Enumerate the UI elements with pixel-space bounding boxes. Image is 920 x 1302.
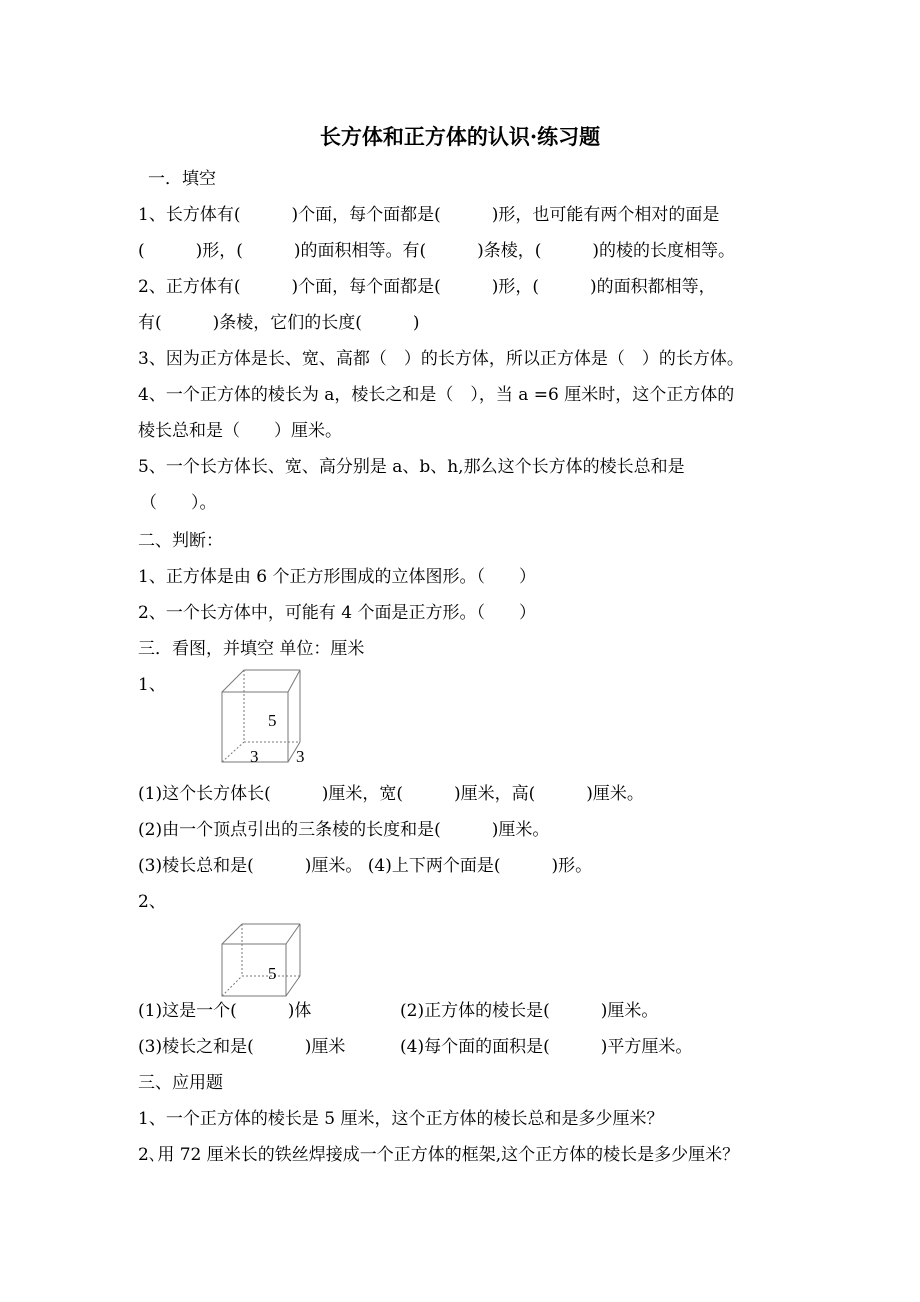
question-1-line-2: ( )形，( )的面积相等。有( )条棱，( )的棱的长度相等。 <box>138 241 736 261</box>
application-question-1: 1、一个正方体的棱长是 5 厘米，这个正方体的棱长总和是多少厘米？ <box>138 1109 664 1129</box>
cuboid-width-label: 3 <box>250 747 259 766</box>
worksheet-title: 长方体和正方体的认识·练习题 <box>319 124 601 149</box>
question-4-line-2: 棱长总和是（ ）厘米。 <box>138 421 342 441</box>
judge-question-2: 2、一个长方体中，可能有 4 个面是正方形。（ ） <box>138 603 536 623</box>
question-5-line-1: 5、一个长方体长、宽、高分别是 a、b、h,那么这个长方体的棱长总和是 <box>138 457 685 477</box>
question-4-line-1: 4、一个正方体的棱长为 a，棱长之和是（ ），当 a =6 厘米时，这个正方体的 <box>138 385 735 405</box>
judge-question-1: 1、正方体是由 6 个正方形围成的立体图形。（ ） <box>138 567 536 587</box>
figure-question-1-part-1: (1)这个长方体长( )厘米，宽( )厘米，高( )厘米。 <box>138 784 644 804</box>
figure-question-2-part-1: (1)这是一个( )体 <box>138 1001 312 1021</box>
question-2-line-1: 2、正方体有( )个面，每个面都是( )形，( )的面积都相等， <box>138 277 716 297</box>
figure-question-1-number: 1、 <box>138 675 166 695</box>
cube-figure <box>210 918 310 998</box>
section-figure-heading: 三．看图，并填空 单位：厘米 <box>138 639 365 659</box>
figure-question-2-part-4: (4)每个面的面积是( )平方厘米。 <box>400 1037 693 1057</box>
section-judge-heading: 二、判断： <box>138 531 223 551</box>
cube-edge-label: 5 <box>268 964 277 983</box>
cuboid-height-label: 5 <box>268 711 277 730</box>
question-1-line-1: 1、长方体有( )个面，每个面都是( )形，也可能有两个相对的面是 <box>138 205 720 225</box>
cuboid-figure <box>210 664 310 766</box>
figure-question-2-number: 2、 <box>138 892 166 912</box>
section-fill-blank-heading: 一．填空 <box>148 169 216 189</box>
figure-question-1-part-2: (2)由一个顶点引出的三条棱的长度和是( )厘米。 <box>138 820 550 840</box>
application-question-2: 2､用 72 厘米长的铁丝焊接成一个正方体的框架,这个正方体的棱长是多少厘米？ <box>138 1145 740 1165</box>
figure-question-2-part-3: (3)棱长之和是( )厘米 <box>138 1037 346 1057</box>
section-application-heading: 三、应用题 <box>138 1073 223 1093</box>
question-3: 3、因为正方体是长、宽、高都（ ）的长方体，所以正方体是（ ）的长方体。 <box>138 349 744 369</box>
figure-question-2-part-2: (2)正方体的棱长是( )厘米。 <box>400 1001 659 1021</box>
figure-question-1-part-3-4: (3)棱长总和是( )厘米。 (4)上下两个面是( )形。 <box>138 856 593 876</box>
question-5-line-2: （ ）。 <box>140 493 217 513</box>
cuboid-depth-label: 3 <box>296 747 305 766</box>
question-2-line-2: 有( )条棱，它们的长度( ) <box>138 313 420 333</box>
